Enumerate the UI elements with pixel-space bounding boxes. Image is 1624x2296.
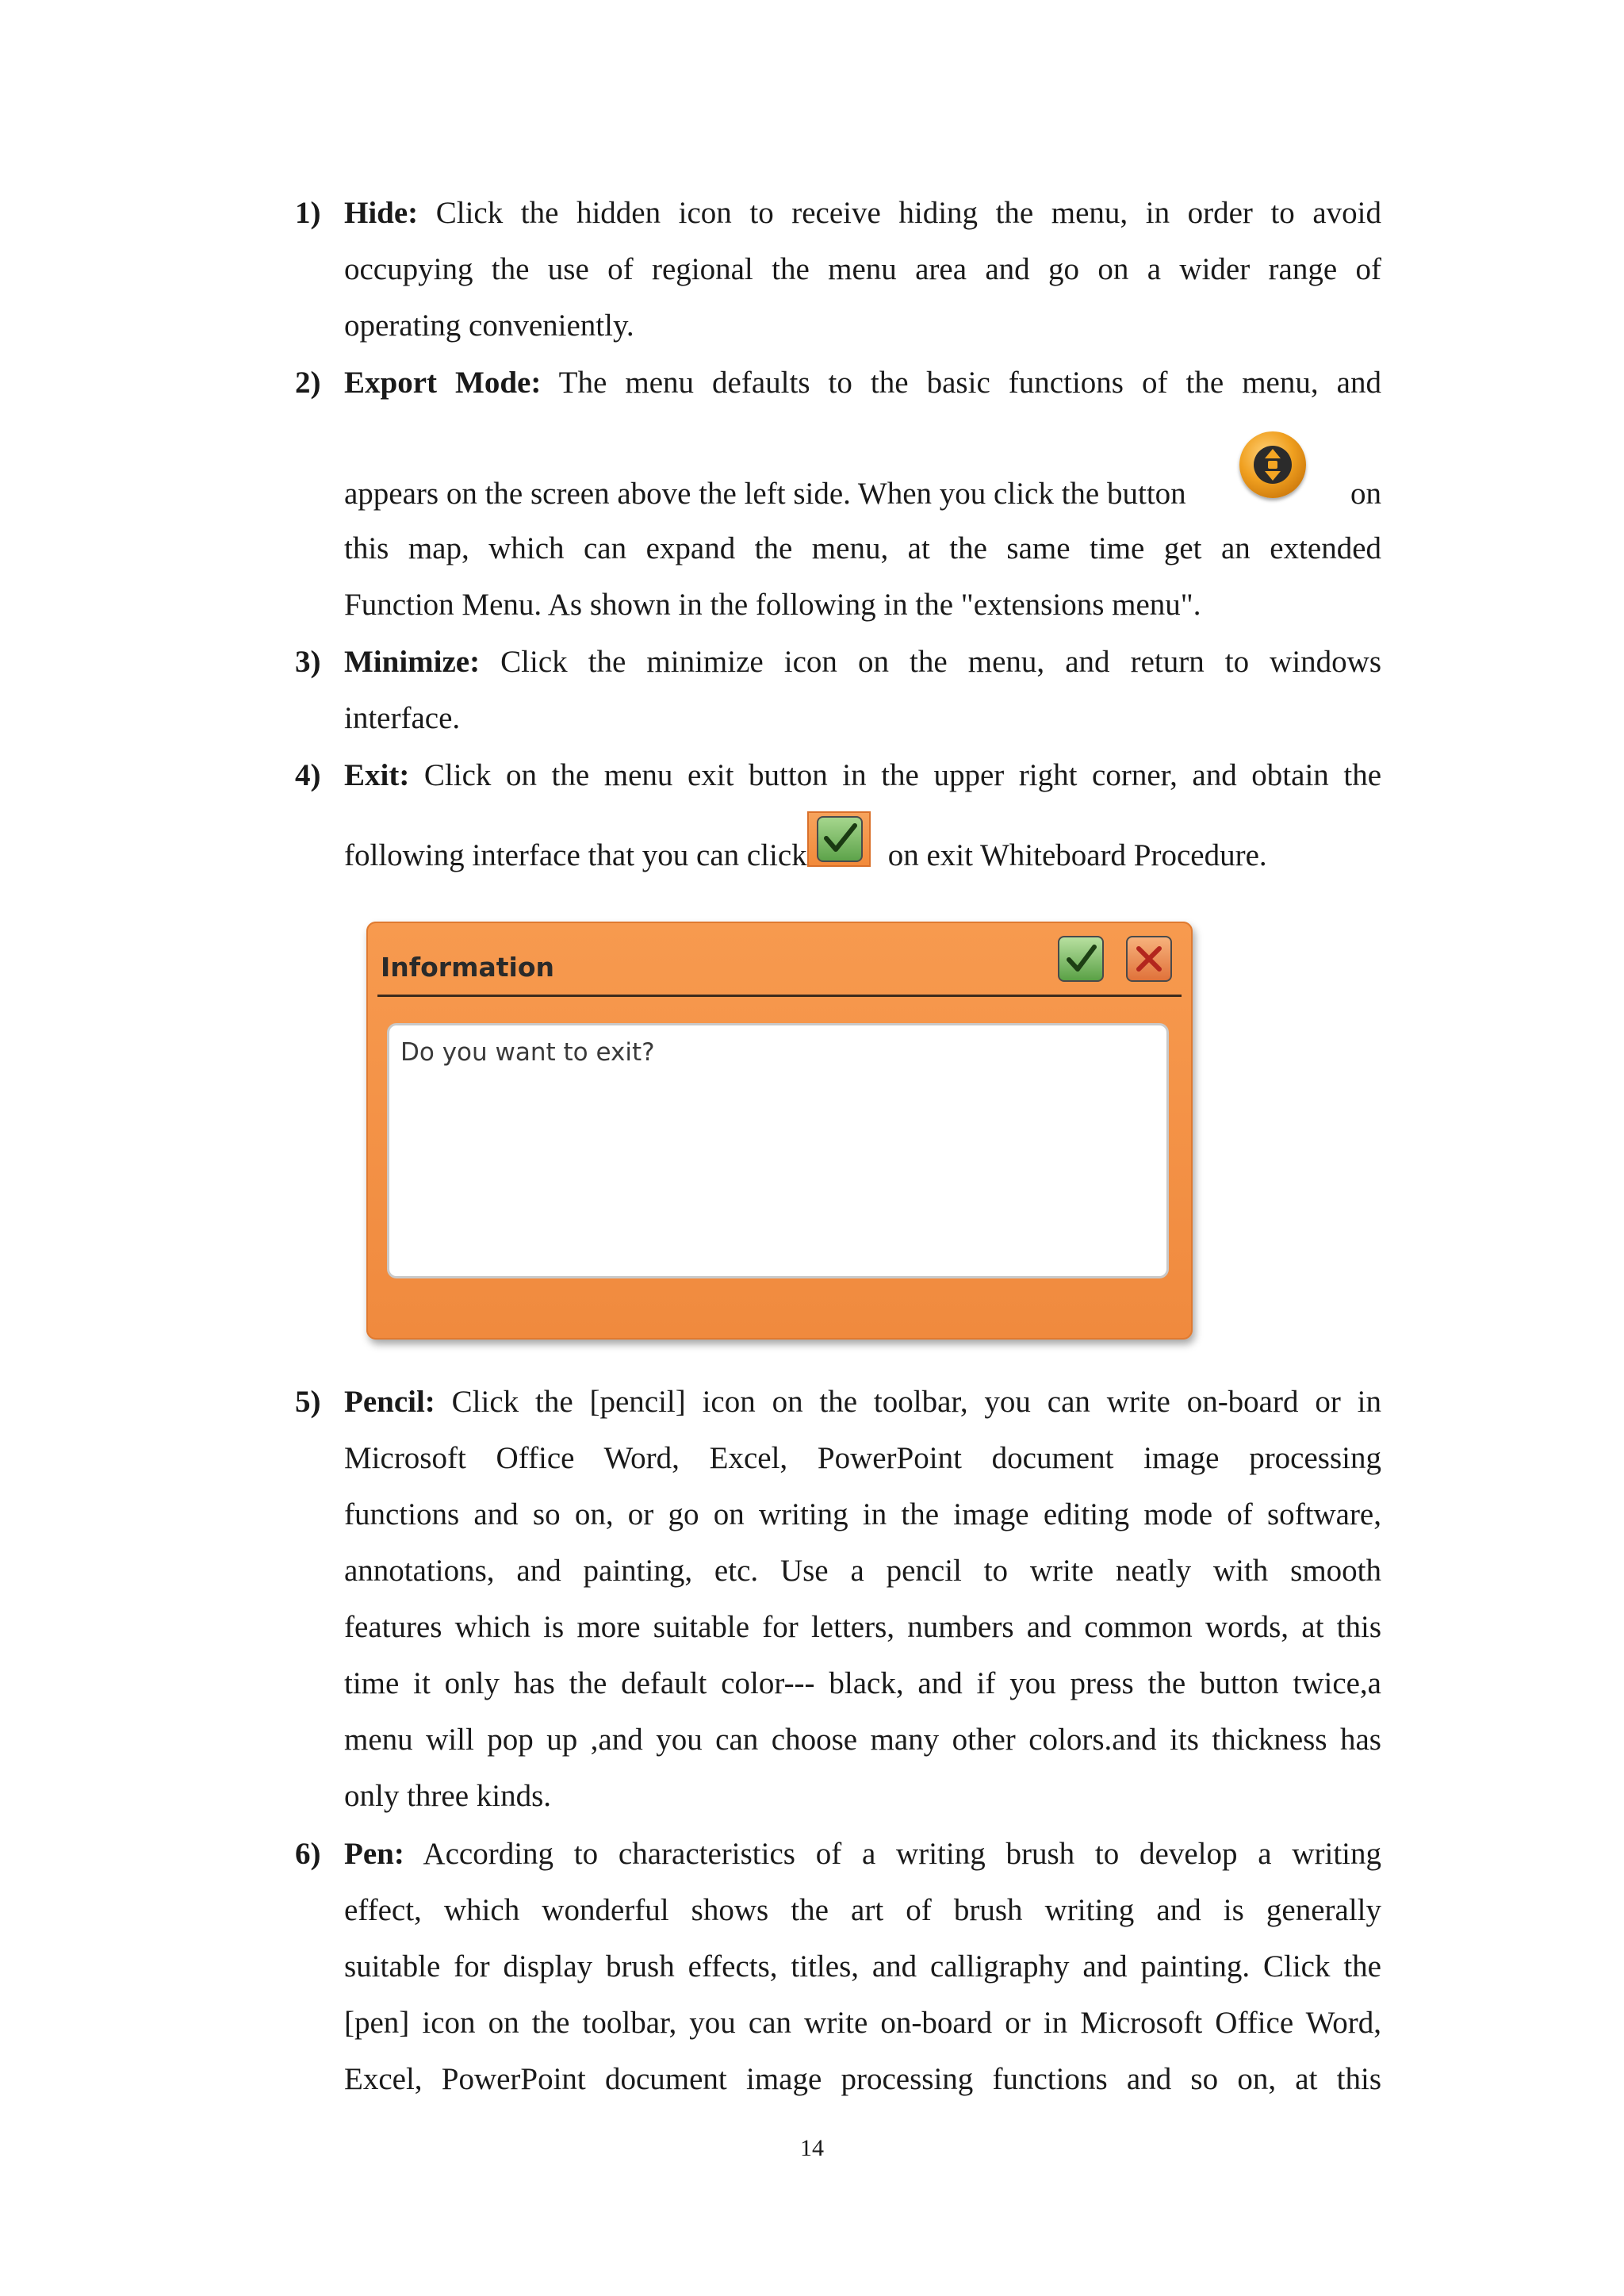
information-dialog <box>366 922 1193 1340</box>
item-text: this map, which can expand the menu, at the same time get an extended <box>344 531 1381 565</box>
list-item-pencil <box>295 1374 1381 1824</box>
item-term: Export Mode: <box>344 366 542 400</box>
dialog-divider <box>377 995 1182 997</box>
dialog-content-area <box>387 1023 1169 1278</box>
item-number: 2) <box>295 366 321 400</box>
dialog-close-button[interactable] <box>1126 936 1172 982</box>
item-text: interface. <box>344 701 461 735</box>
item-text: only three kinds. <box>344 1779 552 1813</box>
item-number: 1) <box>295 196 321 230</box>
item-number: 4) <box>295 758 321 792</box>
item-text: Microsoft Office Word, Excel, PowerPoint document image processing <box>344 1441 1381 1475</box>
page-number: 14 <box>800 2135 824 2161</box>
item-number: 5) <box>295 1385 321 1419</box>
item-text: on exit Whiteboard Procedure. <box>887 838 1267 872</box>
expand-toggle-icon <box>1239 431 1306 498</box>
item-text: suitable for display brush effects, titles, and calligraphy and painting. Click the <box>344 1949 1381 1984</box>
close-icon <box>1128 937 1170 980</box>
item-text: following interface that you can click <box>344 838 807 872</box>
item-term: Hide: <box>344 196 419 230</box>
item-text: operating conveniently. <box>344 309 634 343</box>
item-term: Minimize: <box>344 645 481 679</box>
item-text: Click the hidden icon to receive hiding the menu, in order to avoid <box>418 196 1381 230</box>
item-text: Click on the menu exit button in the upper right corner, and obtain the <box>409 758 1381 792</box>
item-text: The menu defaults to the basic functions of the menu, and <box>541 366 1381 400</box>
item-text: According to characteristics of a writing brush to develop a writing <box>404 1837 1381 1871</box>
item-text: Click the [pencil] icon on the toolbar, you can write on-board or in <box>435 1385 1381 1419</box>
list-item-exit <box>295 747 1381 886</box>
item-text: appears on the screen above the left side. When you click the button <box>344 477 1186 511</box>
item-number: 6) <box>295 1837 321 1871</box>
item-text: effect, which wonderful shows the art of brush writing and is generally <box>344 1893 1381 1927</box>
item-text: Function Menu. As shown in the following in the "extensions menu". <box>344 588 1201 622</box>
list-item-export-mode <box>295 355 1381 633</box>
item-text: Excel, PowerPoint document image processing functions and so on, at this <box>344 2062 1381 2096</box>
confirm-check-icon <box>807 811 871 867</box>
list-item-pen <box>295 1826 1381 2107</box>
item-text: menu will pop up ,and you can choose many other colors.and its thickness has <box>344 1723 1381 1757</box>
item-text: on <box>1350 477 1381 511</box>
item-number: 3) <box>295 645 321 679</box>
check-icon <box>1059 937 1102 980</box>
item-term: Pencil: <box>344 1385 435 1419</box>
item-text: functions and so on, or go on writing in the image editing mode of software, <box>344 1497 1381 1531</box>
item-text: occupying the use of regional the menu area and go on a wider range of <box>344 252 1381 286</box>
item-text: features which is more suitable for letters, numbers and common words, at this <box>344 1610 1381 1644</box>
item-text: [pen] icon on the toolbar, you can write on-board or in Microsoft Office Word, <box>344 2006 1381 2040</box>
dialog-confirm-button[interactable] <box>1058 936 1104 982</box>
list-item-minimize <box>295 634 1381 746</box>
item-term: Exit: <box>344 758 410 792</box>
list-item-hide <box>295 185 1381 354</box>
item-text: Click the minimize icon on the menu, and return to windows <box>480 645 1381 679</box>
item-text: time it only has the default color--- black, and if you press the button twice,a <box>344 1666 1381 1700</box>
item-term: Pen: <box>344 1837 404 1871</box>
item-text: annotations, and painting, etc. Use a pencil to write neatly with smooth <box>344 1554 1381 1588</box>
dialog-message: Do you want to exit? <box>400 1038 655 1067</box>
dialog-title: Information <box>381 952 554 983</box>
